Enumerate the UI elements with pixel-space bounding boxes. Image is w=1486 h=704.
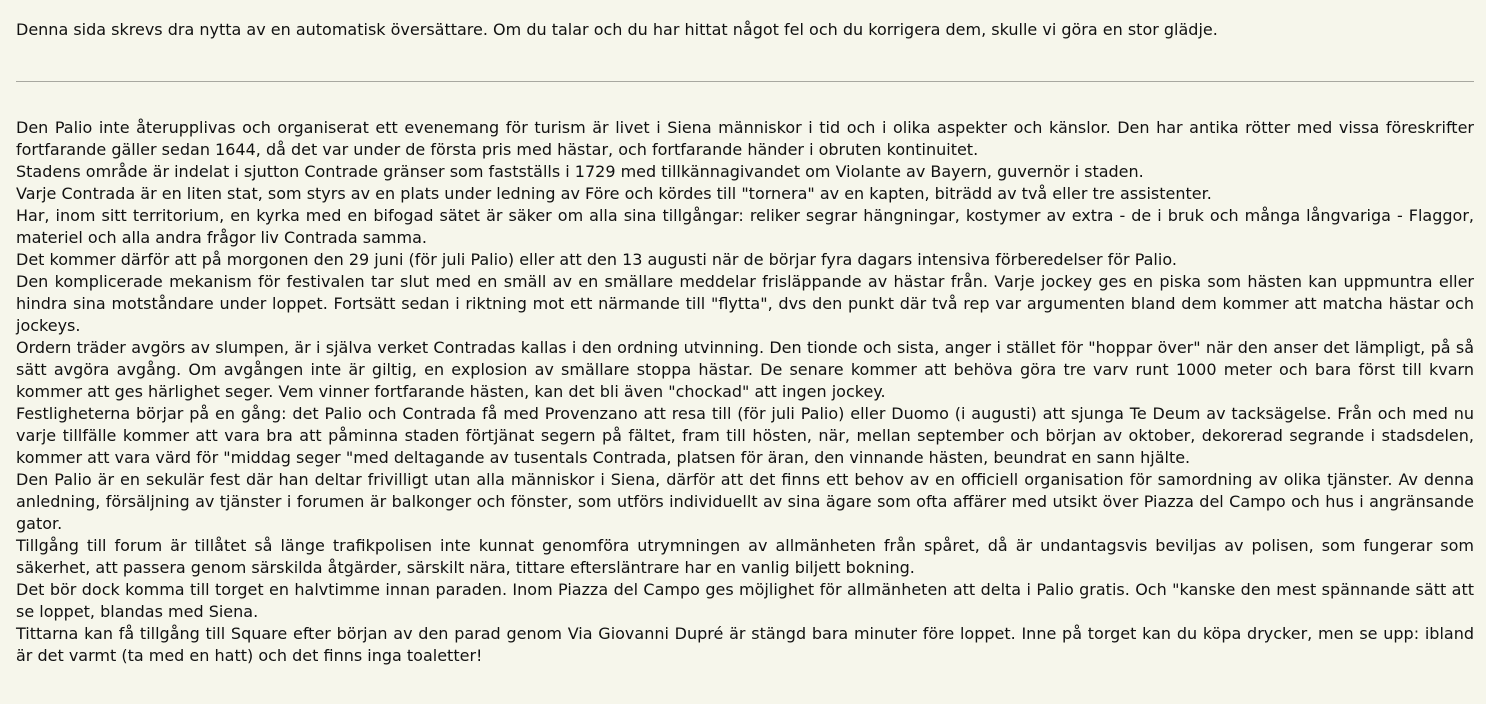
paragraph: Den Palio inte återupplivas och organiserat ett evenemang för turism är livet i Siena människor i tid och i olika aspekter och känslor. Den har antika rötter med vissa föreskrifter fortfarande gäller sedan 1644, då det var under de första pris med hästar, och fortfarande händer i obruten kontinuitet. [16,118,1474,159]
paragraph: Det kommer därför att på morgonen den 29 juni (för juli Palio) eller att den 13 augusti när de börjar fyra dagars intensiva förberedelser för Palio. [16,250,1177,269]
paragraph: Har, inom sitt territorium, en kyrka med en bifogad sätet är säker om alla sina tillgångar: reliker segrar hängningar, kostymer av extra - de i bruk och många långvariga - Flaggor, materiel och alla andra frågor liv Contrada samma. [16,206,1474,247]
paragraph: Den komplicerade mekanism för festivalen tar slut med en smäll av en smällare meddelar frisläppande av hästar från. Varje jockey ges en piska som hästen kan uppmuntra eller hindra sina motståndare under loppet. Fortsätt sedan i riktning mot ett närmande till "flytta", dvs den punkt där två rep var argumenten bland dem kommer att matcha hästar och jockeys. [16,272,1474,335]
paragraph: Det bör dock komma till torget en halvtimme innan paraden. Inom Piazza del Campo ges möjlighet för allmänheten att delta i Palio gratis. Och "kanske den mest spännande sätt att se loppet, blandas med Siena. [16,580,1474,621]
translation-notice: Denna sida skrevs dra nytta av en automatisk översättare. Om du talar och du har hittat något fel och du korrigera dem, skulle vi göra en stor glädje. [16,20,1218,39]
paragraph: Varje Contrada är en liten stat, som styrs av en plats under ledning av Före och kördes till "tornera" av en kapten, biträdd av två eller tre assistenter. [16,184,1212,203]
paragraph: Tillgång till forum är tillåtet så länge trafikpolisen inte kunnat genomföra utrymningen av allmänheten från spåret, då är undantagsvis beviljas av polisen, som fungerar som säkerhet, att passera genom särskilda åtgärder, särskilt nära, tittare eftersläntrare har en vanlig biljett bokning. [16,536,1474,577]
paragraph: Den Palio är en sekulär fest där han deltar frivilligt utan alla människor i Siena, därför att det finns ett behov av en officiell organisation för samordning av olika tjänster. Av denna anledning, försäljning av tjänster i forumen är balkonger och fönster, som utförs individuellt av sina ägare som ofta affärer med utsikt över Piazza del Campo och hus i angränsande gator. [16,470,1474,533]
paragraph: Festligheterna börjar på en gång: det Palio och Contrada få med Provenzano att resa till (för juli Palio) eller Duomo (i augusti) att sjunga Te Deum av tacksägelse. Från och med nu varje tillfälle kommer att vara bra att påminna staden förtjänat segern på fältet, fram till hösten, när, mellan september och början av oktober, dekorerad segrande i stadsdelen, kommer att vara värd för "middag seger "med deltagande av tusentals Contrada, platsen för äran, den vinnande hästen, beundrat en sann hjälte. [16,404,1474,467]
paragraph: Tittarna kan få tillgång till Square efter början av den parad genom Via Giovanni Dupré är stängd bara minuter före loppet. Inne på torget kan du köpa drycker, men se upp: ibland är det varmt (ta med en hatt) och det finns inga toaletter! [16,624,1474,665]
article-body [16,117,1474,667]
paragraph: Ordern träder avgörs av slumpen, är i själva verket Contradas kallas i den ordning utvinning. Den tionde och sista, anger i stället för "hoppar över" när den anser det lämpligt, på så sätt avgöra avgång. Om avgången inte är giltig, en explosion av smällare stoppa hästar. De senare kommer att behöva göra tre varv runt 1000 meter och bara först till kvarn kommer att ges härlighet seger. Vem vinner fortfarande hästen, kan det bli även "chockad" att ingen jockey. [16,338,1474,401]
paragraph: Stadens område är indelat i sjutton Contrade gränser som fastställs i 1729 med tillkännagivandet om Violante av Bayern, guvernör i staden. [16,162,1144,181]
horizontal-divider [16,81,1474,82]
